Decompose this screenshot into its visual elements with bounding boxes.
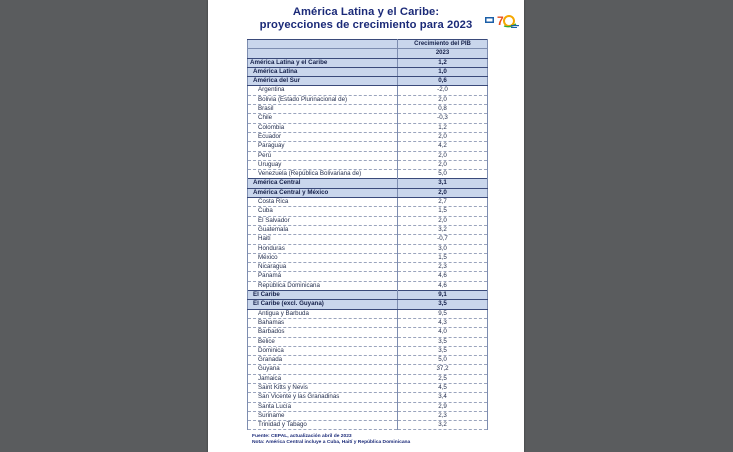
country-row [248,383,488,392]
country-row [248,216,488,225]
row-label: Guyana [248,365,398,374]
country-row [248,142,488,151]
row-label: Antigua y Barbuda [248,309,398,318]
country-row [248,318,488,327]
row-value: 2,9 [398,402,488,411]
row-value: 2,0 [398,151,488,160]
country-row [248,170,488,179]
row-label: Costa Rica [248,198,398,207]
row-value: 1,5 [398,207,488,216]
row-value: -0,3 [398,114,488,123]
row-label: El Caribe [248,291,398,300]
row-value: 3,5 [398,337,488,346]
country-row [248,309,488,318]
country-row [248,244,488,253]
row-value: 4,6 [398,272,488,281]
gdp-growth-table [247,39,488,430]
country-row [248,198,488,207]
row-value: 9,5 [398,309,488,318]
row-label: Brasil [248,105,398,114]
title-line-2: proyecciones de crecimiento para 2023 [259,18,473,31]
country-row [248,86,488,95]
row-value: 3,2 [398,225,488,234]
region-row [248,300,488,309]
country-row [248,328,488,337]
column-header: Crecimiento del PIB [398,40,488,49]
row-label: Honduras [248,244,398,253]
country-row [248,374,488,383]
row-label: América Latina [248,67,398,76]
row-value: 2,0 [398,188,488,197]
country-row [248,160,488,169]
country-row [248,337,488,346]
country-row [248,402,488,411]
country-row [248,411,488,420]
row-label: Bahamas [248,318,398,327]
row-label: Colombia [248,123,398,132]
row-value: 1,5 [398,253,488,262]
row-label: Saint Kitts y Nevis [248,383,398,392]
region-row [248,67,488,76]
row-value: 37,2 [398,365,488,374]
row-value: 2,0 [398,132,488,141]
row-value: 3,2 [398,421,488,430]
country-row [248,105,488,114]
row-label: República Dominicana [248,281,398,290]
row-label: México [248,253,398,262]
row-value: 0,8 [398,105,488,114]
row-label: Argentina [248,86,398,95]
region-row [248,58,488,67]
row-value: 2,0 [398,95,488,104]
source-note: Fuente: CEPAL, actualización abril de 2023 [252,434,352,439]
table-year-row [248,49,488,58]
row-label: Venezuela (República Bolivariana de) [248,170,398,179]
row-value: 3,1 [398,179,488,188]
cepal-logo-icon [484,10,520,30]
country-row [248,151,488,160]
row-value: 1,2 [398,58,488,67]
row-label: América Central [248,179,398,188]
row-label: El Salvador [248,216,398,225]
row-label: América Central y México [248,188,398,197]
row-label: Granada [248,356,398,365]
row-label: Bolivia (Estado Plurinacional de) [248,95,398,104]
country-row [248,253,488,262]
country-row [248,225,488,234]
row-label: América del Sur [248,77,398,86]
country-row [248,281,488,290]
row-label: Jamaica [248,374,398,383]
row-value: 1,0 [398,67,488,76]
country-row [248,95,488,104]
column-year: 2023 [398,49,488,58]
footnotes [252,434,410,445]
row-value: 2,3 [398,411,488,420]
row-label: Uruguay [248,160,398,169]
country-row [248,421,488,430]
country-row [248,272,488,281]
row-value: 2,5 [398,374,488,383]
row-label: Dominica [248,346,398,355]
row-value: 4,2 [398,142,488,151]
row-value: 3,0 [398,244,488,253]
row-value: 9,1 [398,291,488,300]
row-value: 0,6 [398,77,488,86]
row-value: 3,5 [398,300,488,309]
row-label: San Vicente y las Granadinas [248,393,398,402]
row-label: Santa Lucía [248,402,398,411]
row-label: Guatemala [248,225,398,234]
row-value: -0,7 [398,235,488,244]
region-row [248,77,488,86]
title-line-1: América Latina y el Caribe: [292,6,440,18]
row-value: 5,0 [398,356,488,365]
row-value: 3,4 [398,393,488,402]
page-title [208,6,524,31]
row-value: 2,7 [398,198,488,207]
row-label: Ecuador [248,132,398,141]
row-value: 4,0 [398,328,488,337]
row-value: 5,0 [398,170,488,179]
year-blank-cell [248,49,398,58]
country-row [248,123,488,132]
row-value: 4,3 [398,318,488,327]
row-label: Nicaragua [248,263,398,272]
row-value: 2,0 [398,160,488,169]
country-row [248,235,488,244]
header-blank-cell [248,40,398,49]
country-row [248,346,488,355]
country-row [248,356,488,365]
row-value: 4,5 [398,383,488,392]
row-label: Chile [248,114,398,123]
country-row [248,263,488,272]
row-label: Haití [248,235,398,244]
row-label: Belice [248,337,398,346]
row-value: 3,5 [398,346,488,355]
row-label: Panamá [248,272,398,281]
row-label: El Caribe (excl. Guyana) [248,300,398,309]
row-label: América Latina y el Caribe [248,58,398,67]
row-label: Perú [248,151,398,160]
country-row [248,114,488,123]
region-row [248,188,488,197]
table-header-row [248,40,488,49]
country-row [248,393,488,402]
region-row [248,179,488,188]
country-row [248,132,488,141]
row-label: Paraguay [248,142,398,151]
country-row [248,365,488,374]
row-value: 2,3 [398,263,488,272]
document-page [208,0,524,452]
row-label: Trinidad y Tabago [248,421,398,430]
region-row [248,291,488,300]
country-row [248,207,488,216]
row-value: 2,0 [398,216,488,225]
svg-text:7: 7 [497,14,504,28]
row-value: -2,0 [398,86,488,95]
note-text: Nota: América Central incluye a Cuba, Haití y República Dominicana [252,439,411,445]
row-label: Barbados [248,328,398,337]
row-label: Cuba [248,207,398,216]
row-value: 1,2 [398,123,488,132]
row-value: 4,6 [398,281,488,290]
row-label: Suriname [248,411,398,420]
